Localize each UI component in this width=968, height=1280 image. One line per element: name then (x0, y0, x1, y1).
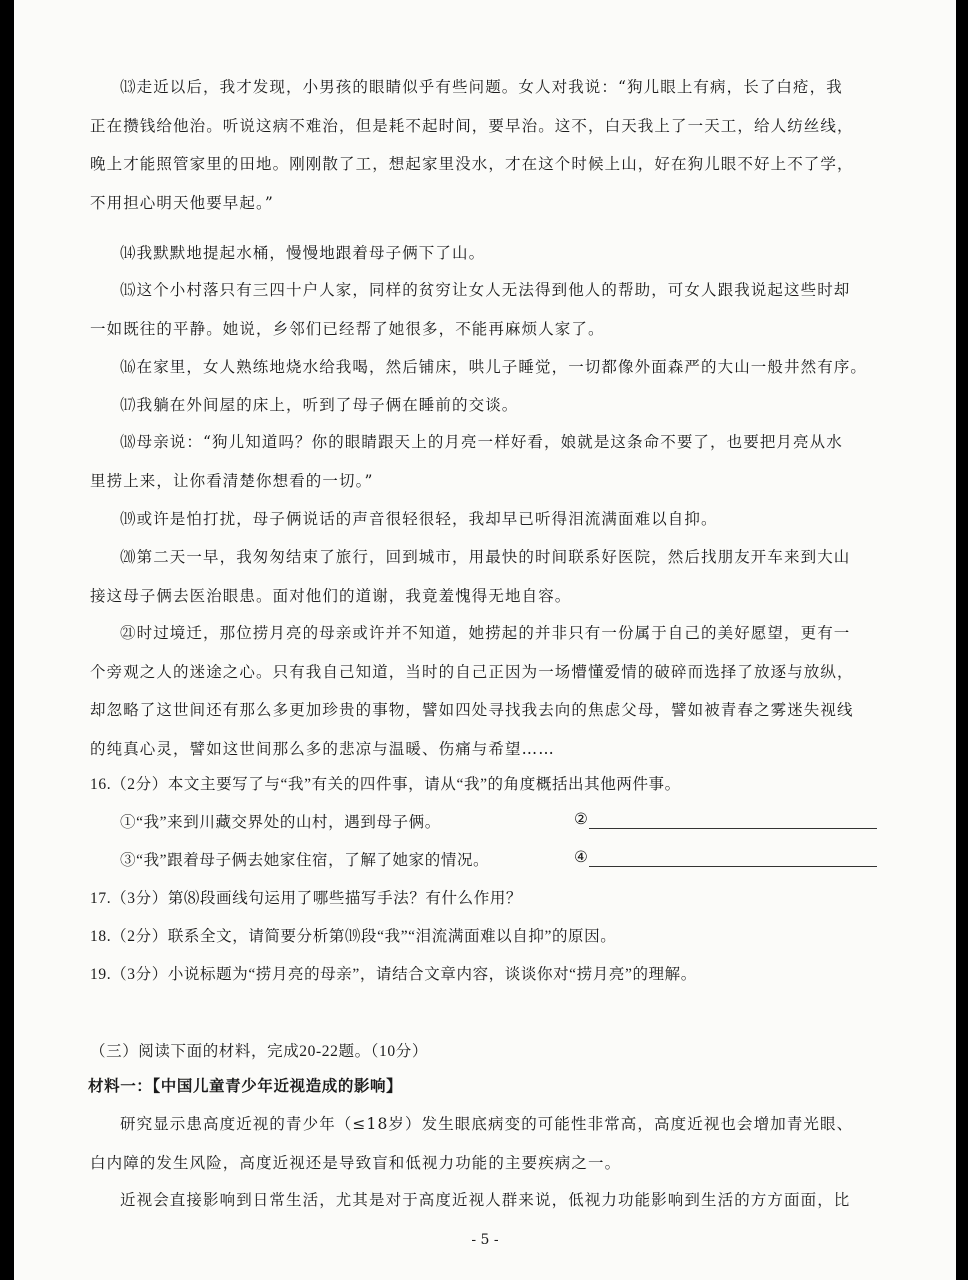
question-18: 18.（2分）联系全文，请简要分析第⒆段“我”“泪流满面难以自抑”的原因。 (90, 928, 617, 945)
text-line: 正在攒钱给他治。听说这病不难治，但是耗不起时间，要早治。这不，白天我上了一天工，给人纺丝线， (90, 116, 854, 135)
question-16-item-3: ③“我”跟着母子俩去她家住宿，了解了她家的情况。 (120, 852, 490, 869)
text-line: ㉑时过境迁，那位捞月亮的母亲或许并不知道，她捞起的并非只有一份属于自己的美好愿望，更有一 (120, 624, 851, 642)
material-1-title: 材料一：【中国儿童青少年近视造成的影响】 (88, 1078, 403, 1095)
paragraph-17 (90, 386, 920, 425)
section-3-heading: （三）阅读下面的材料，完成20-22题。（10分） (90, 1043, 428, 1060)
text-line: ⒄我躺在外间屋的床上，听到了母子俩在睡前的交谈。 (120, 396, 519, 414)
material-1-paragraph-2 (90, 1181, 920, 1220)
paragraph-21 (90, 614, 920, 768)
page-number: - 5 - (471, 1232, 499, 1248)
question-16-item-1: ①“我”来到川藏交界处的山村，遇到母子俩。 (120, 814, 441, 831)
text-line: 晚上才能照管家里的田地。刚刚散了工，想起家里没水，才在这个时候上山，好在狗儿眼不好上不了学， (90, 155, 854, 173)
paragraph-15 (90, 271, 920, 348)
exam-page (14, 0, 956, 1280)
text-line: ⒀走近以后，我才发现，小男孩的眼睛似乎有些问题。女人对我说：“狗儿眼上有病，长了白疮，我 (120, 78, 843, 96)
question-16-item-2 (574, 810, 877, 829)
question-19: 19.（3分）小说标题为“捞月亮的母亲”，请结合文章内容，谈谈你对“捞月亮”的理解。 (90, 966, 697, 983)
text-line: 白内障的发生风险，高度近视还是导致盲和低视力功能的主要疾病之一。 (90, 1153, 622, 1172)
question-16-item-4 (574, 848, 877, 867)
text-line: ⒅母亲说：“狗儿知道吗？你的眼睛跟天上的月亮一样好看，娘就是这条命不要了，也要把月亮从水 (120, 433, 843, 451)
text-line: 不用担心明天他要早起。” (90, 193, 274, 212)
text-line: 个旁观之人的迷途之心。只有我自己知道，当时的自己正因为一场懵懂爱情的破碎而选择了放逐与放纵， (90, 662, 854, 681)
text-line: 里捞上来，让你看清楚你想看的一切。” (90, 471, 374, 490)
text-line: 却忽略了这世间还有那么多更加珍贵的事物，譬如四处寻找我去向的焦虑父母，譬如被青春之雾迷失视线 (90, 701, 854, 719)
text-line: ⒃在家里，女人熟练地烧水给我喝，然后铺床，哄儿子睡觉，一切都像外面森严的大山一般井然有序。 (120, 358, 868, 376)
paragraph-19 (90, 500, 920, 539)
item-label: ④ (574, 849, 589, 866)
text-line: ⒇第二天一早，我匆匆结束了旅行，回到城市，用最快的时间联系好医院，然后找朋友开车来到大山 (120, 548, 851, 566)
paragraph-16 (90, 348, 920, 387)
item-label: ② (574, 811, 589, 828)
text-line: ⒆或许是怕打扰，母子俩说话的声音很轻很轻，我却早已听得泪流满面难以自抑。 (120, 510, 718, 528)
question-16: 16.（2分）本文主要写了与“我”有关的四件事，请从“我”的角度概括出其他两件事。 (90, 776, 681, 793)
paragraph-20 (90, 538, 920, 615)
paragraph-18 (90, 423, 920, 500)
text-line: ⒁我默默地提起水桶，慢慢地跟着母子俩下了山。 (120, 244, 486, 262)
text-line: 的纯真心灵，譬如这世间那么多的悲凉与温暖、伤痛与希望…… (90, 739, 555, 758)
text-line: 一如既往的平静。她说，乡邻们已经帮了她很多，不能再麻烦人家了。 (90, 319, 605, 338)
material-1-paragraph-1 (90, 1105, 920, 1182)
paragraph-14 (90, 234, 920, 273)
text-line: ⒂这个小村落只有三四十户人家，同样的贫穷让女人无法得到他人的帮助，可女人跟我说起这些时却 (120, 281, 851, 299)
text-line: 研究显示患高度近视的青少年（≤18岁）发生眼底病变的可能性非常高，高度近视也会增加青光眼、 (120, 1115, 854, 1133)
answer-blank-4[interactable] (589, 848, 877, 867)
text-line: 近视会直接影响到日常生活，尤其是对于高度近视人群来说，低视力功能影响到生活的方方面面，比 (120, 1191, 851, 1209)
answer-blank-2[interactable] (589, 810, 877, 829)
paragraph-13 (90, 68, 920, 222)
question-17: 17.（3分）第⑻段画线句运用了哪些描写手法？有什么作用？ (90, 890, 523, 907)
text-line: 接这母子俩去医治眼患。面对他们的道谢，我竟羞愧得无地自容。 (90, 586, 572, 605)
